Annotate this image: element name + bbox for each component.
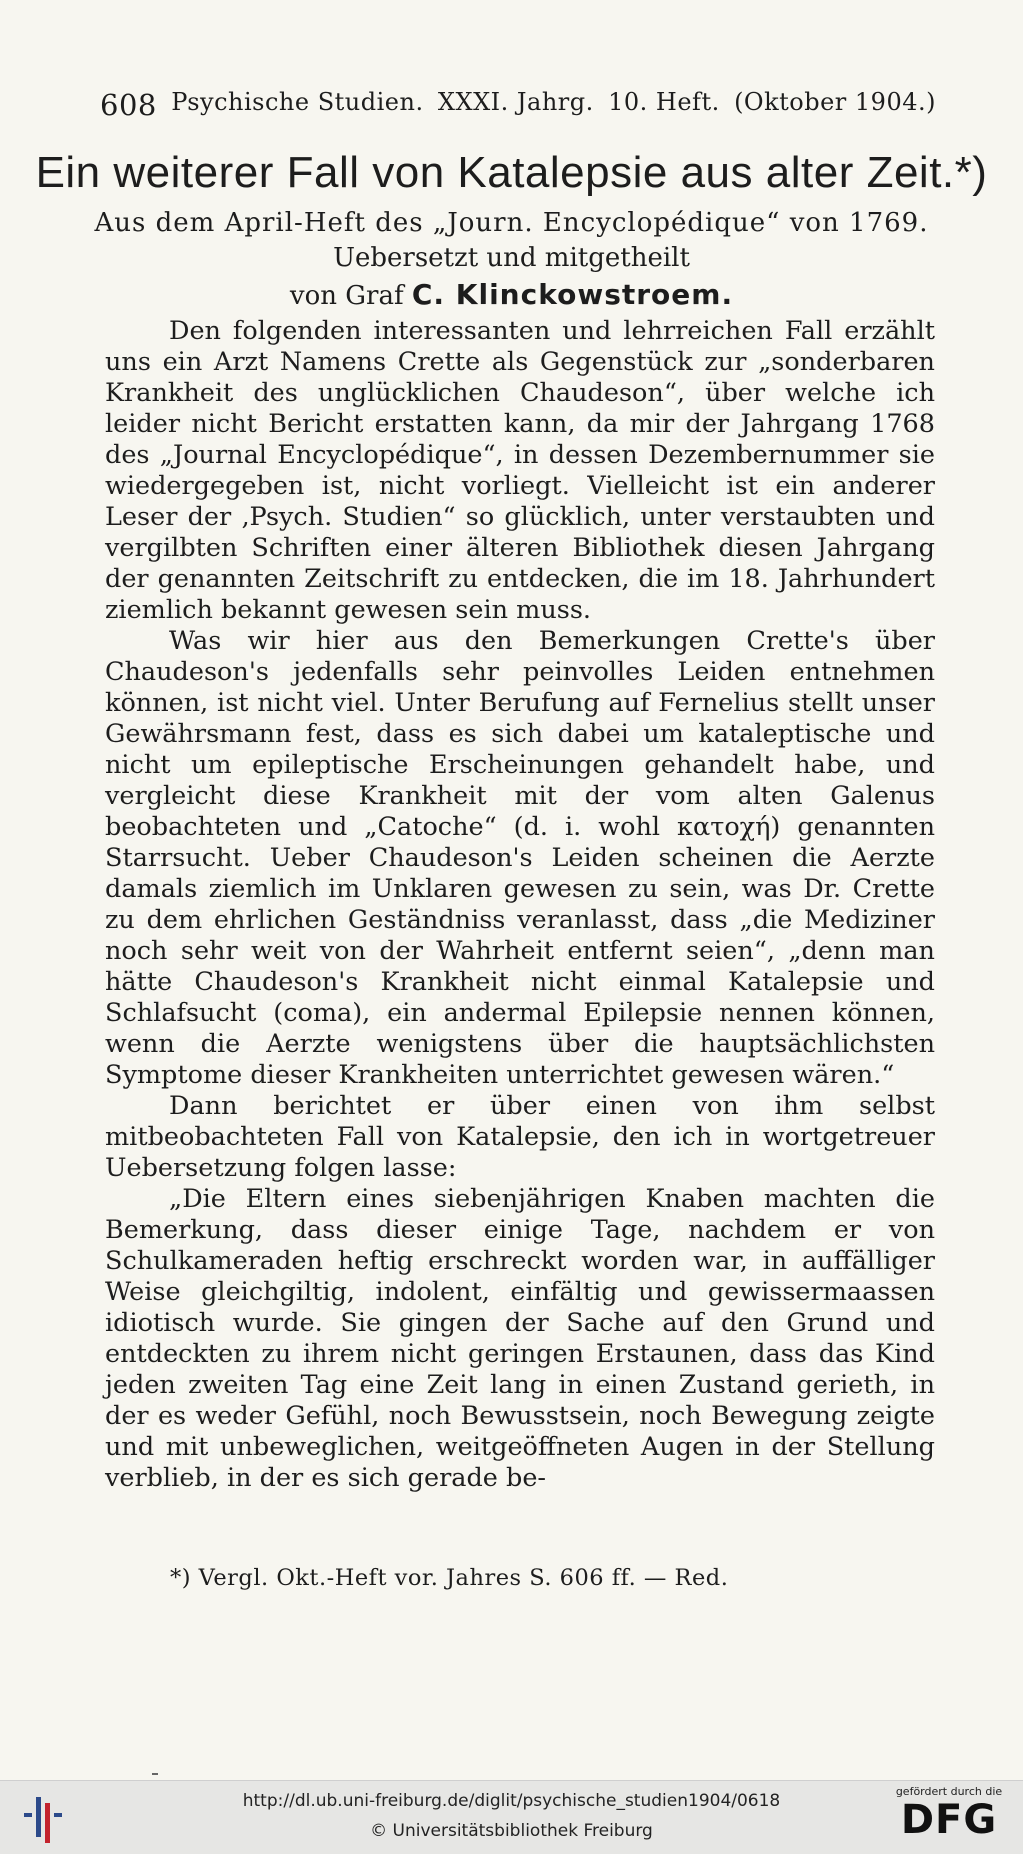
byline-prefix: von Graf (289, 281, 404, 311)
viewer-footer (0, 1780, 1023, 1854)
journal-title: Psychische Studien. (171, 88, 424, 116)
article-translation-note: Uebersetzt und mitgetheilt (333, 243, 690, 273)
page-number: 608 (100, 88, 157, 122)
volume-label: XXXI. Jahrg. (437, 88, 594, 116)
footnote: *) Vergl. Okt.-Heft vor. Jahres S. 606 ff. — Red. (170, 1565, 729, 1591)
dfg-wordmark: DFG (900, 1797, 998, 1843)
article-byline (0, 278, 1023, 311)
copyright-notice: © Universitätsbibliothek Freiburg (370, 1821, 653, 1841)
issue-date: (Oktober 1904.) (734, 88, 936, 116)
scan-mark (152, 1773, 158, 1775)
paragraph: Den folgenden interessanten und lehrreichen Fall erzählt uns ein Arzt Namens Crette als Gegenstück zur „sonderbaren Krankheit des unglücklichen Chaudeson“, über welche ich leider nicht Bericht erstatten kann, da mir der Jahrgang 1768 des „Journal Encyclopédique“, in dessen Dezembernummer sie wiedergegeben ist, nicht vorliegt. Vielleicht ist ein anderer Leser der ‚Psych. Studien“ so glücklich, unter verstaubten und vergilbten Schriften einer älteren Bibliothek diesen Jahrgang der genannten Zeitschrift zu entdecken, die im 18. Jahrhundert ziemlich bekannt gewesen sein muss. (105, 316, 935, 625)
issue-label: 10. Heft. (608, 88, 720, 116)
paragraph: „Die Eltern eines siebenjährigen Knaben machten die Bemerkung, dass dieser einige Tage, nachdem er von Schulkameraden heftig erschreckt worden war, in auffälliger Weise gleichgiltig, indolent, einfältig und gewissermaassen idiotisch wurde. Sie gingen der Sache auf den Grund und entdeckten zu ihrem nicht geringen Erstaunen, dass das Kind jeden zweiten Tag eine Zeit lang in einen Zustand gerieth, in der es weder Gefühl, noch Bewusstsein, noch Bewegung zeigte und mit unbeweglichen, weitgeöffneten Augen in der Stellung verblieb, in der es sich gerade be- (105, 1184, 935, 1493)
paragraph: Dann berichtet er über einen von ihm selbst mitbeobachteten Fall von Katalepsie, den ich in wortgetreuer Uebersetzung folgen lasse: (105, 1091, 935, 1183)
dfg-logo[interactable] (889, 1785, 1009, 1842)
article-body (105, 316, 935, 1494)
page-url-link[interactable]: http://dl.ub.uni-freiburg.de/diglit/psychische_studien1904/0618 (242, 1791, 781, 1811)
running-header (100, 88, 936, 122)
dfg-tagline: gefördert durch die (895, 1785, 1003, 1798)
author-name: C. Klinckowstroem. (411, 278, 734, 311)
article-title: Ein weiterer Fall von Katalepsie aus alter Zeit.*) (35, 148, 988, 197)
article-source: Aus dem April-Heft des „Journ. Encyclopédique“ von 1769. (94, 208, 929, 238)
paragraph: Was wir hier aus den Bemerkungen Crette's über Chaudeson's jedenfalls sehr peinvolles Leiden entnehmen können, ist nicht viel. Unter Berufung auf Fernelius stellt unser Gewährsmann fest, dass es sich dabei um kataleptische und nicht um epileptische Erscheinungen gehandelt habe, und vergleicht diese Krankheit mit der vom alten Galenus beobachteten und „Catoche“ (d. i. wohl κατοχή) genannten Starrsucht. Ueber Chaudeson's Leiden scheinen die Aerzte damals ziemlich im Unklaren gewesen zu sein, was Dr. Crette zu dem ehrlichen Geständniss veranlasst, dass „die Mediziner noch sehr weit von der Wahrheit entfernt seien“, „denn man hätte Chaudeson's Krankheit nicht einmal Katalepsie und Schlafsucht (coma), ein andermal Epilepsie nennen können, wenn die Aerzte wenigstens über die hauptsächlichsten Symptome dieser Krankheiten unterrichtet gewesen wären.“ (105, 626, 935, 1090)
